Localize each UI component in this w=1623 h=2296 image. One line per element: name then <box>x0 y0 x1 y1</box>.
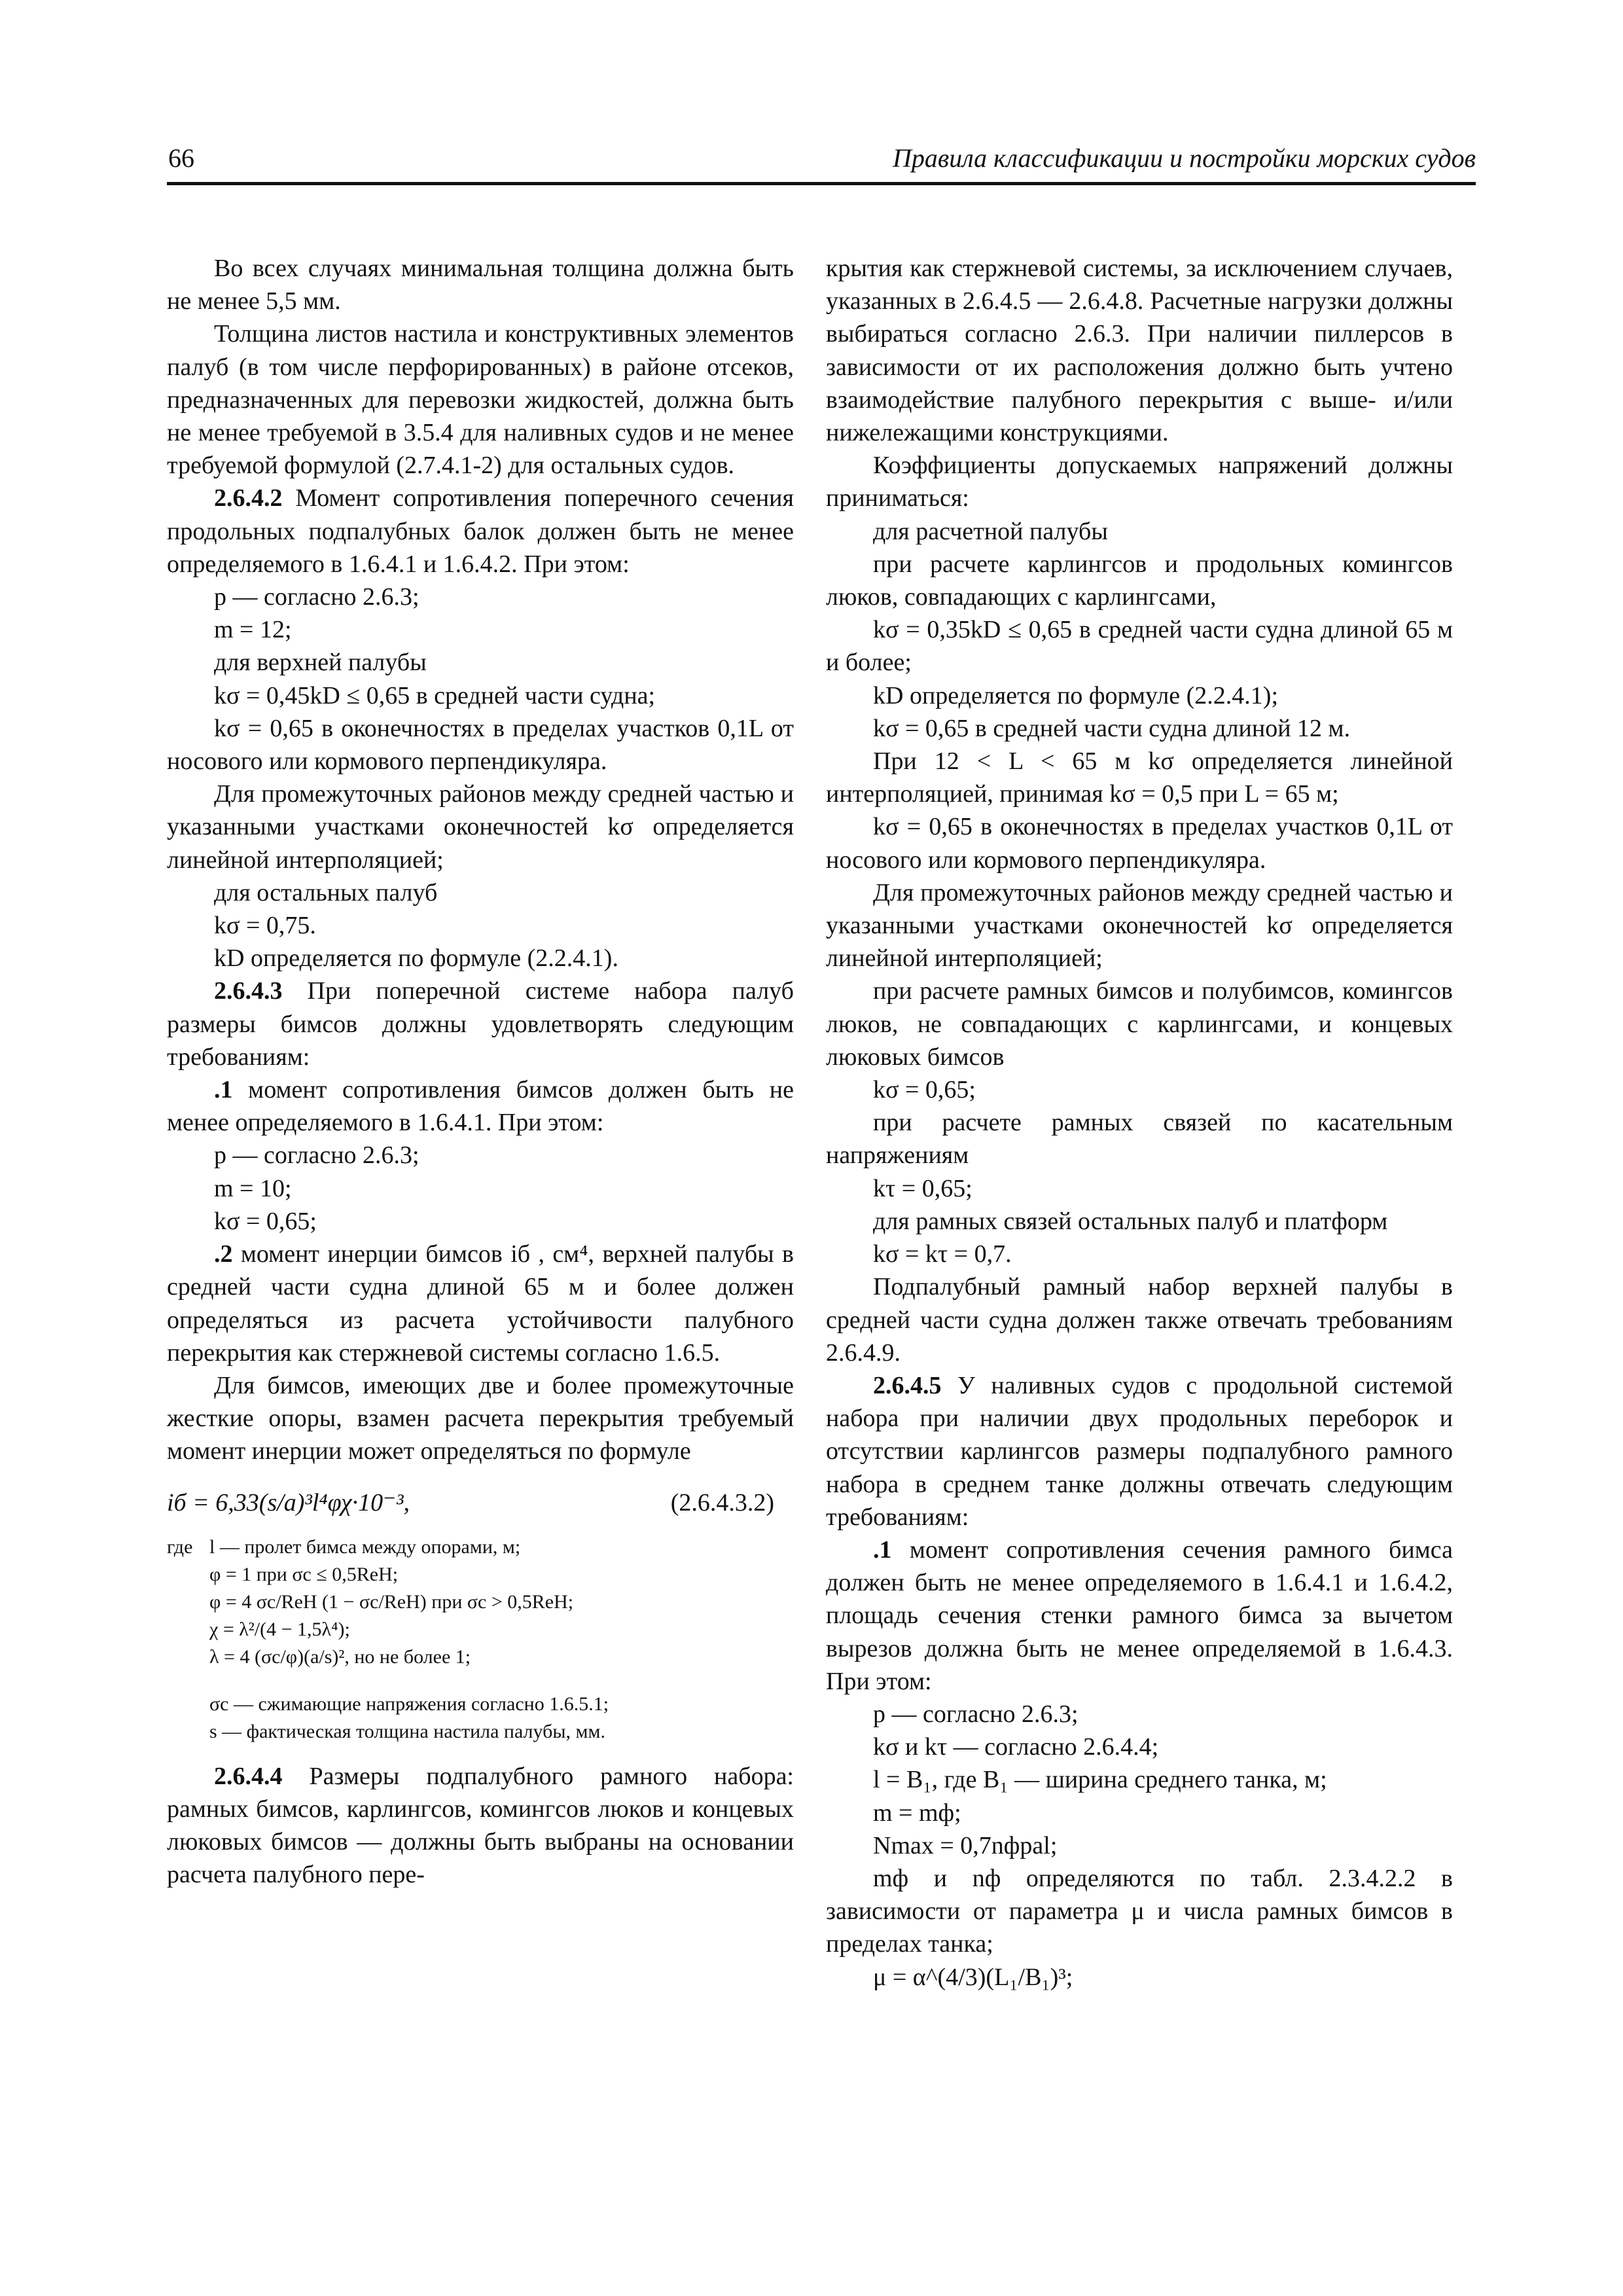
formula-expression: iб = 6,33(s/a)³l⁴φχ·10⁻³, <box>167 1488 410 1516</box>
text-line: m = mф; <box>873 1799 961 1827</box>
paragraph: при расчете рамных бимсов и полубимсов, комингсов люков, не совпадающих с карлингсами, и концевых люковых бимсов <box>826 977 1453 1071</box>
section-number: 2.6.4.2 <box>214 484 283 512</box>
right-column <box>826 252 1453 1994</box>
text-line: для верхней палубы <box>214 649 427 677</box>
formula-2-6-4-3-2 <box>167 1481 794 1527</box>
list-item: .1 момент сопротивления сечения рамного бимса должен быть не менее определяемого в 1.6.4.1 и 1.6.4.2, площадь сечения стенки рамного бимса за вычетом вырезов должна быть не менее определяемой в 1.6.4.3. При этом: <box>826 1535 1453 1695</box>
list-item: .2 момент инерции бимсов iб , см⁴, верхней палубы в средней части судна длиной 65 м и более должен определяться из расчета устойчивости палубного перекрытия как стержневой системы согласно 1.6.5. <box>167 1240 794 1367</box>
text-line: kσ = 0,75. <box>214 912 316 940</box>
definition: σc — сжимающие напряжения согласно 1.6.5.1; <box>209 1693 609 1715</box>
text-line: l = B₁, где B₁ — ширина среднего танка, м; <box>873 1766 1327 1794</box>
section-number: 2.6.4.3 <box>214 977 283 1005</box>
definition: s — фактическая толщина настила палубы, мм. <box>209 1720 606 1742</box>
section-2-6-4-5: 2.6.4.5 У наливных судов с продольной системой набора при наличии двух продольных переборок и отсутствии карлингсов размеры подпалубного рамного набора в среднем танке должны отвечать следующим требованиям: <box>826 1371 1453 1531</box>
text-line: kσ = 0,65 в оконечностях в пределах участков 0,1L от носового или кормового перпендикуляра. <box>826 813 1453 874</box>
section-2-6-4-4: 2.6.4.4 Размеры подпалубного рамного набора: рамных бимсов, карлингсов, комингсов люков и концевых люковых бимсов — должны быть выбраны на основании расчета палубного пере- <box>167 1762 794 1889</box>
paragraph: крытия как стержневой системы, за исключением случаев, указанных в 2.6.4.5 — 2.6.4.8. Расчетные нагрузки должны выбираться согласно 2.6.3. При наличии пиллерсов в зависимости от их расположения должно быть учтено взаимодействие палубного перекрытия с выше- и/или нижележащими конструкциями. <box>826 255 1453 447</box>
text-line: для расчетной палубы <box>873 517 1108 545</box>
where-label: где <box>167 1535 193 1558</box>
section-number: 2.6.4.5 <box>873 1371 942 1399</box>
section-number: 2.6.4.4 <box>214 1762 283 1790</box>
paragraph: Для промежуточных районов между средней частью и указанными участками оконечностей kσ определяется линейной интерполяцией; <box>167 780 794 874</box>
text-line: kτ = 0,65; <box>873 1174 972 1202</box>
text-line: m = 12; <box>214 616 292 644</box>
paragraph: Для промежуточных районов между средней частью и указанными участками оконечностей kσ определяется линейной интерполяцией; <box>826 878 1453 973</box>
section-2-6-4-2: 2.6.4.2 Момент сопротивления поперечного сечения продольных подпалубных балок должен быть не менее определяемого в 1.6.4.1 и 1.6.4.2. При этом: <box>167 484 794 578</box>
text-line: kσ = 0,65 в средней части судна длиной 12 м. <box>873 714 1351 742</box>
text-line: μ = α^(4/3)(L₁/B₁)³; <box>873 1963 1073 1991</box>
page-header <box>167 143 1476 185</box>
paragraph: Для бимсов, имеющих две и более промежуточные жесткие опоры, взамен расчета перекрытия требуемый момент инерции может определяться по формуле <box>167 1371 794 1465</box>
definition: φ = 1 при σc ≤ 0,5ReH; <box>209 1563 399 1585</box>
list-item: .1 момент сопротивления бимсов должен быть не менее определяемого в 1.6.4.1. При этом: <box>167 1076 794 1137</box>
section-2-6-4-3: 2.6.4.3 При поперечной системе набора палуб размеры бимсов должны удовлетворять следующим требованиям: <box>167 977 794 1071</box>
definition: φ = 4 σc/ReH (1 − σc/ReH) при σc > 0,5ReH; <box>209 1590 574 1613</box>
paragraph: При 12 < L < 65 м kσ определяется линейной интерполяцией, принимая kσ = 0,5 при L = 65 м; <box>826 747 1453 808</box>
equation-number: (2.6.4.3.2) <box>670 1488 774 1516</box>
text-line: kσ = 0,65; <box>873 1076 976 1104</box>
definition: λ = 4 (σc/φ)(a/s)², но не более 1; <box>209 1645 471 1668</box>
text-line: kσ = 0,65; <box>214 1207 317 1235</box>
paragraph: Толщина листов настила и конструктивных элементов палуб (в том числе перфорированных) в районе отсеков, предназначенных для перевозки жидкостей, должна быть не менее требуемой в 3.5.4 для наливных судов и не менее требуемой формулой (2.7.4.1-2) для остальных судов. <box>167 320 794 480</box>
text-line: kσ и kτ — согласно 2.6.4.4; <box>873 1733 1159 1761</box>
text-line: p — согласно 2.6.3; <box>873 1700 1079 1728</box>
paragraph: при расчете карлингсов и продольных комингсов люков, совпадающих с карлингсами, <box>826 550 1453 611</box>
text-line: kD определяется по формуле (2.2.4.1); <box>873 681 1279 709</box>
text-line: kD определяется по формуле (2.2.4.1). <box>214 944 618 973</box>
text-line: p — согласно 2.6.3; <box>214 1141 419 1170</box>
text-line: m = 10; <box>214 1174 292 1202</box>
text-line: kσ = 0,35kD ≤ 0,65 в средней части судна длиной 65 м и более; <box>826 616 1453 677</box>
page-number: 66 <box>168 143 194 173</box>
text-line: kσ = 0,65 в оконечностях в пределах участков 0,1L от носового или кормового перпендикуляра. <box>167 714 794 776</box>
text-line: для рамных связей остальных палуб и платформ <box>873 1207 1388 1235</box>
text-line: kσ = kτ = 0,7. <box>873 1240 1012 1268</box>
paragraph: Подпалубный рамный набор верхней палубы в средней части судна должен также отвечать требованиям 2.6.4.9. <box>826 1273 1453 1367</box>
left-column <box>167 252 794 1891</box>
paragraph: Коэффициенты допускаемых напряжений должны приниматься: <box>826 452 1453 512</box>
paragraph: Во всех случаях минимальная толщина должна быть не менее 5,5 мм. <box>167 255 794 315</box>
text-line: при расчете рамных связей по касательным напряжениям <box>826 1109 1453 1170</box>
definition: χ = λ²/(4 − 1,5λ⁴); <box>209 1618 350 1640</box>
paragraph: mф и nф определяются по табл. 2.3.4.2.2 в зависимости от параметра μ и числа рамных бимсов в пределах танка; <box>826 1864 1453 1958</box>
definition: l — пролет бимса между опорами, м; <box>209 1535 521 1558</box>
running-title: Правила классификации и постройки морских судов <box>892 143 1476 173</box>
text-line: Nmax = 0,7nфpal; <box>873 1831 1058 1859</box>
formula-definitions <box>167 1534 794 1746</box>
text-line: kσ = 0,45kD ≤ 0,65 в средней части судна; <box>214 681 656 709</box>
text-line: p — согласно 2.6.3; <box>214 583 419 611</box>
text-line: для остальных палуб <box>214 878 438 906</box>
